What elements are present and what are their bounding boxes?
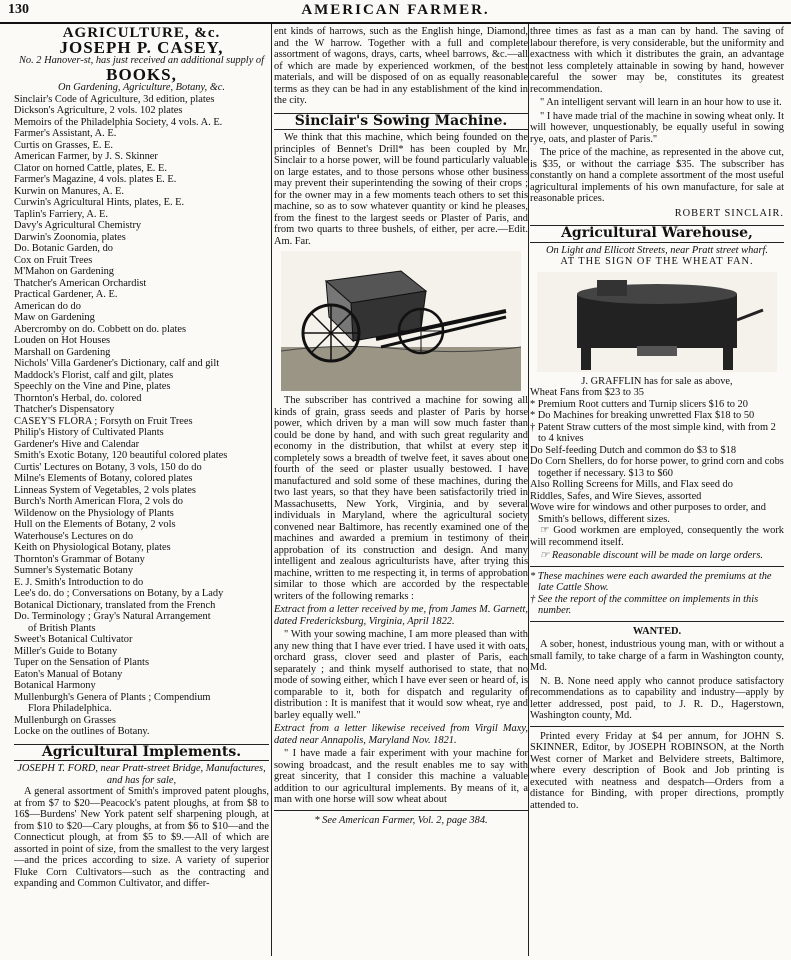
book-list-item: Cox on Fruit Trees [14,254,93,266]
book-list-item: Lee's do. do ; Conversations on Botany, by a Lady [14,588,224,599]
extract2-heading: Extract from a letter likewise received from Virgil Maxy, dated near Annapolis, Maryland Nov. 1821. [274,723,528,746]
implements-title: Agricultural Implements. [14,744,269,762]
book-list-item: Wildenow on the Physiology of Plants [14,507,174,519]
implements-byline: JOSEPH T. FORD, near Pratt-street Bridge, Manufactures, and has for sale, [17,763,266,786]
book-list-item: Farmer's Assistant, A. E. [14,128,117,139]
warehouse-item: Riddles, Safes, and Wire Sieves, assorted [530,490,702,502]
warehouse-item-list [530,387,784,525]
book-list-item: Kurwin on Manures, A. E. [14,185,124,197]
column-1 [14,26,269,956]
column-2 [274,26,528,956]
book-list-item: Eaton's Manual of Botany [14,668,123,680]
warehouse-item: Wheat Fans from $23 to 35 [530,387,644,398]
good-workmen-note: ☞ Good workmen are employed, consequently the work will recommend itself. [530,525,784,548]
book-list-item: Practical Gardener, A. E. [14,289,118,300]
book-list-item: Linneas System of Vegetables, 2 vols plates [14,484,196,496]
book-list-item: Botanical Harmony [14,680,96,691]
book-list-item: Smith's Exotic Botany, 120 beautiful colored plates [14,450,228,461]
book-list-item: Hull on the Elements of Botany, 2 vols [14,519,176,530]
book-list-item: M'Mahon on Gardening [14,266,114,277]
para-trial: " I have made trial of the machine in sowing wheat only. It will however, unquestionably, be equally useful in sowing rye, oats, and plaster of Paris." [530,110,784,145]
book-list-item: Waterhouse's Lectures on do [14,530,134,542]
footnote-rule [274,810,528,811]
agriculture-heading: AGRICULTURE, &c. [62,26,221,41]
book-list-item: Memoirs of the Philadelphia Society, 4 vols. A. E. [14,116,223,128]
discount-note: ☞ Reasonable discount will be made on large orders. [540,550,763,561]
book-list-item: Clator on horned Cattle, plates, E. E. [14,162,167,174]
harrows-text: ent kinds of harrows, such as the English hinge, Diamond, and the W harrow. Together with a full and complete assortment of wagons, drays, carts, wheel barrows, &c.—all of which are made by experienced workmen, of the best materials, and will be disposed of on as equally reasonable terms as they can be had in any establishment of the kind in the city. [274,26,528,106]
casey-address: No. 2 Hanover-st, has just received an additional supply of [18,55,264,66]
page-header [0,0,791,24]
wanted-text: A sober, honest, industrious young man, with or without a small family, to take charge of a farm in Washington county, Md. [530,639,784,673]
wheat-fan-engraving [537,272,777,372]
sowing-machine-engraving [281,251,521,391]
warehouse-title: Agricultural Warehouse, [530,225,784,243]
book-list-item: of British Plants [28,622,96,634]
page-number: 130 [8,2,29,17]
warehouse-item: * Premium Root cutters and Turnip slicers $16 to 20 [530,398,748,410]
book-list-item: Curtis on Grasses, E. E. [14,139,113,151]
wheat-fan-sign: AT THE SIGN OF THE WHEAT FAN. [560,256,754,267]
extract2-text: " I have made a fair experiment with your machine for sowing broadcast, and the result enables me to say with great sincerity, that I consider this machine a valuable addition to our agricultural implements. By means of it, a man with one horse will sow wheat about [274,748,528,805]
column-rule [528,24,529,956]
book-list-item: Burch's North American Flora, 2 vols do [14,496,183,507]
book-list-item: Miller's Guide to Botany [14,645,118,657]
warehouse-item: Do Self-feeding Dutch and common do $3 to $18 [530,444,737,456]
book-list-item: Tuper on the Sensation of Plants [14,657,149,668]
committee-note: † See the report of the committee on implements in this number. [530,593,759,616]
footnote: * See American Farmer, Vol. 2, page 384. [314,814,488,826]
book-list-item: Locke on the outlines of Botany. [14,726,150,737]
sowing-continued: three times as fast as a man can by hand. The saving of labour therefore, is very considerable, but the uniformity and exactness with which it distributes the grain, an advantage not less completely attainable in sowing by hand, however careful the sower may be, constitutes its greatest recommendation. [530,26,784,95]
column-rule [271,24,272,956]
book-list-item: Curwin's Agricultural Hints, plates, E. E. [14,197,185,208]
book-list-item: Gardener's Hive and Calendar [14,438,140,450]
book-list-item: Curtis' Lectures on Botany, 3 vols, 150 do do [14,461,202,473]
signature: ROBERT SINCLAIR. [674,207,784,219]
book-list-item: Do. Botanic Garden, do [14,243,113,254]
book-list-item: Maddock's Florist, calf and gilt, plates [14,369,174,381]
book-list-item: Dickson's Agriculture, 2 vols. 102 plates [14,105,183,116]
book-list-item: Maw on Gardening [14,312,95,323]
book-list-item: Thornton's Herbal, do. colored [14,392,142,404]
extract1-heading: Extract from a letter received by me, from James M. Garnett, dated Fredericksburg, Virginia, April 1822. [274,604,528,627]
book-list-item: Davy's Agricultural Chemistry [14,220,142,231]
book-list-item: Speechly on the Vine and Pine, plates [14,381,171,392]
warehouse-item: * Do Machines for breaking unwretted Flax $18 to 50 [530,410,755,421]
notes-rule [530,566,784,567]
wanted-nb: N. B. None need apply who cannot produce satisfactory recommendations as to capability and industry—apply by letter addressed, post paid, to J. R. D., Hagerstown, Washington county, Md. [530,675,784,721]
book-list-item: Marshall on Gardening [14,346,111,358]
book-list-item: Abercromby on do. Cobbett on do. plates [14,323,186,335]
books-title: BOOKS, [106,64,177,84]
books-subtitle: On Gardening, Agriculture, Botany, &c. [58,82,225,93]
book-list-item: Thornton's Grammar of Botany [14,553,145,565]
sowing-intro: We think that this machine, which being founded on the principles of Bennet's Drill* has been coupled by Mr. Sinclair to a horse power, will be found particularly valuable on large estates, and to those persons whose other business may prevent their superintending the sowing of their crops ; for the owner may in a few moments teach others to set this machine, so as to sow whatever quantity or kind he pleases, from the finest to the largest seeds or Plaster of Paris, and from two quarts to three bushels, of either, per acre.—Edit. Am. Far. [274,132,528,247]
premium-note: * These machines were each awarded the premiums at the late Cattle Show. [530,570,772,593]
extract1-text: " With your sowing machine, I am more pleased than with any new thing that I have ever tried. I have used it with oats, orchard grass, clover seed and plaster of Paris, each separately ; and think myself authorised to state, that no mode of sowing either, which I have ever seen or heard of, is comparable to it, both for dispatch and regularity of distribution : It is manifest that it would sow wheat, rye and barley equally well." [274,629,528,721]
column-3 [530,26,784,956]
warehouse-item: Do Corn Shellers, do for horse power, to grind corn and cobs together if necessary. $13 to $60 [530,456,784,479]
grafflin-line: J. GRAFFLIN has for sale as above, [581,375,733,387]
book-list-item: Thatcher's American Orchardist [14,277,147,289]
imprint-rule [530,726,784,727]
book-list-item: CASEY'S FLORA ; Forsyth on Fruit Trees [14,415,193,427]
book-list-item: Flora Philadelphica. [28,703,112,714]
implements-text: A general assortment of Smith's improved patent ploughs, at from $7 to $20—Peacock's patent ploughs, at from $8 to 16$—Burdens' New York patent self sharpening plough, at from $10 to $20—Cary ploughs, at from $6 to $10—and the Connecticut plough, at from $5 to $9.—All of which are assorted in point of size, from the smallest to the very largest—and the prices according to size. A variety of superior Fluke Corn Cultivators—such as the contracting and expanding and Common Cultivator, and differ- [14,786,269,889]
book-list-item: Philip's History of Cultivated Plants [14,427,164,438]
book-list-item: Sweet's Botanical Cultivator [14,634,133,645]
warehouse-item: Wove wire for windows and other purposes to order, and Smith's bellows, different sizes. [530,502,766,525]
book-list-item: Louden on Hot Houses [14,335,111,346]
imprint-text: Printed every Friday at $4 per annum, for JOHN S. SKINNER, Editor, by JOSEPH ROBINSON, at the North West corner of Market and Belvidere streets, Baltimore, where every description of Book and Job printing is executed with neatness and despatch—Orders from a distance for Binding, with proper directions, promptly attended to. [530,730,784,811]
book-list-item: Milne's Elements of Botany, colored plates [14,473,193,484]
book-list-item: Mullenburgh's Genera of Plants ; Compendium [14,691,211,703]
book-list-item: Darwin's Zoonomia, plates [14,231,126,243]
book-list-item: Sinclair's Code of Agriculture, 3d edition, plates [14,93,215,105]
book-list-item: Do. Terminology ; Gray's Natural Arrangement [14,611,211,622]
sowing-body: The subscriber has contrived a machine for sowing all kinds of grain, grass seeds and plaster of Paris by horse power, which driven by a man will sow much faster than could be done by hand, and with such great regularity and economy in the distribution, that whilst at every step it completely sows a breadth of twelve feet, it saves about one fourth of the seed or plaster usually bestowed. I have manufactured and sold some of these machines, during the two last years, so that they have been satisfactorily tried in Massachusetts, New York, Virginia, and by several individuals in Maryland, where the agricultural society convened near Baltimore, has recently examined one of the machines and awarded a premium in testimony of their approbation of its construction and design. And many intelligent and zealous agriculturists have, after trying this machine, written to me respecting it, in terms of approbation similar to those which are accorded by the respectable writers of the following remarks : [274,395,528,602]
book-list-item: American Farmer, by J. S. Skinner [14,151,158,162]
book-list-item: Mullenburgh on Grasses [14,714,116,726]
book-list-item: Farmer's Magazine, 4 vols. plates E. E. [14,174,177,185]
masthead-title: AMERICAN FARMER. [301,2,490,18]
book-list-item: American do do [14,300,81,312]
sowing-machine-title: Sinclair's Sowing Machine. [274,113,528,131]
book-list-item: E. J. Smith's Introduction to do [14,576,144,588]
book-list-item: Nichols' Villa Gardener's Dictionary, calf and gilt [14,358,220,369]
warehouse-address: On Light and Ellicott Streets, near Pratt street wharf. [545,244,769,256]
book-list-item: Sumner's Systematic Botany [14,565,134,576]
para-servant: " An intelligent servant will learn in an hour how to use it. [540,97,782,108]
book-list-item: Keith on Physiological Botany, plates [14,542,171,553]
warehouse-item: Also Rolling Screens for Mills, and Flax seed do [530,479,733,490]
para-price: The price of the machine, as represented in the above cut, is $35, or without the carriage $35. The subscriber has constantly on hand a complete assortment of the most useful agricultural implements of his own manufacture, for sale at reasonable prices. [530,147,784,204]
wanted-title: WANTED. [632,625,682,637]
book-list [14,94,269,738]
wanted-rule [530,621,784,622]
casey-name: JOSEPH P. CASEY, [59,37,224,57]
book-list-item: Taplin's Farriery, A. E. [14,208,108,220]
book-list-item: Botanical Dictionary, translated from the French [14,599,216,611]
book-list-item: Thatcher's Dispensatory [14,404,115,415]
warehouse-item: † Patent Straw cutters of the most simple kind, with from 2 to 4 knives [530,421,776,444]
